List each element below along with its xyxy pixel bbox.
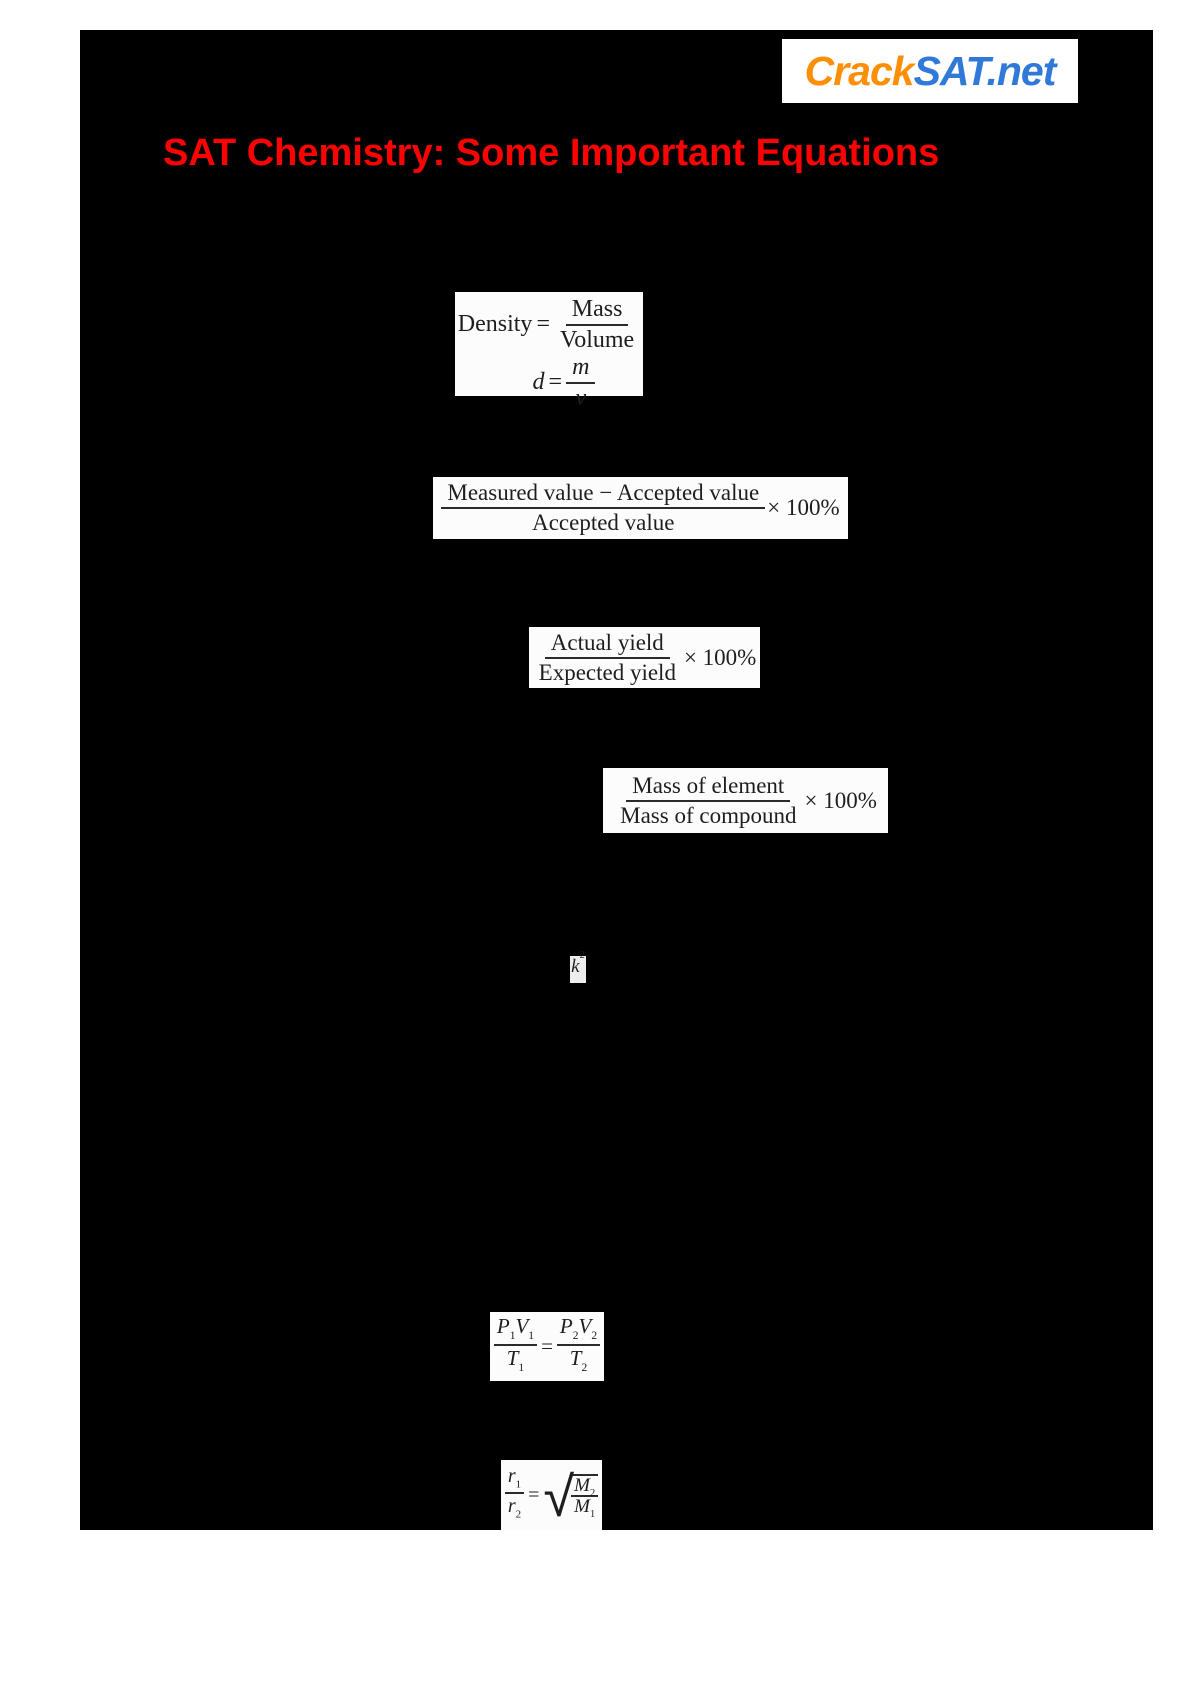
symbol-V: V (578, 1313, 592, 1338)
gas-law-right-fraction (557, 1313, 600, 1378)
symbol-T: T (569, 1345, 582, 1370)
graham-left-fraction (505, 1466, 524, 1524)
equation-density (455, 292, 643, 411)
fraction-denominator: Expected yield (538, 659, 676, 685)
logo-text-crack: Crack (804, 47, 914, 94)
fraction-denominator (567, 1346, 590, 1378)
density-fraction (554, 295, 640, 355)
equation-graham-law (501, 1460, 602, 1530)
fraction-numerator: Measured value − Accepted value (441, 479, 765, 509)
density-word-form (458, 295, 640, 355)
radical-expression (543, 1465, 598, 1530)
cracksat-logo (782, 39, 1078, 103)
times-100-percent: × 100% (804, 787, 877, 813)
subscript-1: 1 (589, 1509, 596, 1521)
fraction-numerator: Mass (566, 295, 629, 326)
fraction-numerator (571, 1475, 598, 1500)
fraction-numerator: Actual yield (545, 629, 670, 659)
percent-error-fraction (441, 479, 765, 537)
equation-combined-gas-law (490, 1312, 604, 1381)
times-100-percent: × 100% (683, 644, 757, 670)
subscript-2: 2 (581, 1361, 588, 1374)
equation-percent-error (433, 477, 848, 539)
fraction-denominator (571, 1496, 598, 1521)
subscript-2: 2 (572, 1329, 579, 1342)
fraction-numerator (505, 1466, 524, 1494)
gas-law-left-fraction (494, 1313, 537, 1378)
page-title: SAT Chemistry: Some Important Equations (163, 132, 940, 174)
subscript-1: 1 (518, 1361, 525, 1374)
equals-sign: = (548, 369, 563, 396)
equation-fragment: k 2 (570, 956, 586, 983)
density-symbol-fraction (566, 353, 595, 413)
symbol-r: r (507, 1465, 516, 1487)
fraction-denominator: Volume (559, 326, 635, 353)
density-label: Density (457, 311, 533, 338)
subscript-1: 1 (509, 1329, 516, 1342)
square-root-icon: √ (543, 1465, 575, 1530)
equals-sign: = (541, 1334, 553, 1358)
fraction-numerator: m (566, 353, 595, 384)
symbol-P: P (496, 1313, 510, 1338)
percent-yield-fraction (533, 629, 682, 687)
symbol-P: P (559, 1313, 573, 1338)
subscript-2: 2 (591, 1329, 598, 1342)
equation-percent-yield (529, 627, 760, 688)
times-100-percent: × 100% (767, 495, 840, 520)
percent-composition-fraction (614, 772, 802, 830)
fraction-denominator (505, 1494, 524, 1524)
logo-text-satnet: SAT.net (913, 47, 1056, 94)
density-symbol-form (533, 353, 596, 413)
fraction-denominator (504, 1346, 527, 1378)
fraction-denominator: v (575, 384, 587, 411)
radicand-fraction (571, 1474, 598, 1521)
subscript-2: 2 (515, 1508, 522, 1521)
fraction-numerator: Mass of element (626, 772, 790, 802)
equals-sign: = (536, 311, 550, 338)
equals-sign: = (528, 1483, 540, 1506)
subscript-1: 1 (515, 1478, 522, 1491)
symbol-T: T (506, 1345, 519, 1370)
equation-percent-composition (603, 768, 888, 833)
symbol-r: r (507, 1495, 516, 1517)
fragment-symbol: k (571, 956, 580, 977)
fraction-denominator: Accepted value (532, 510, 675, 535)
content-canvas (80, 30, 1153, 1530)
fraction-denominator: Mass of compound (620, 802, 797, 828)
fraction-numerator (494, 1313, 537, 1346)
subscript-1: 1 (528, 1329, 535, 1342)
symbol-M: M (574, 1475, 590, 1496)
subscript-2: 2 (589, 1488, 596, 1500)
fraction-numerator (557, 1313, 600, 1346)
density-symbol: d (532, 369, 545, 396)
symbol-V: V (515, 1313, 529, 1338)
symbol-M: M (574, 1496, 590, 1517)
